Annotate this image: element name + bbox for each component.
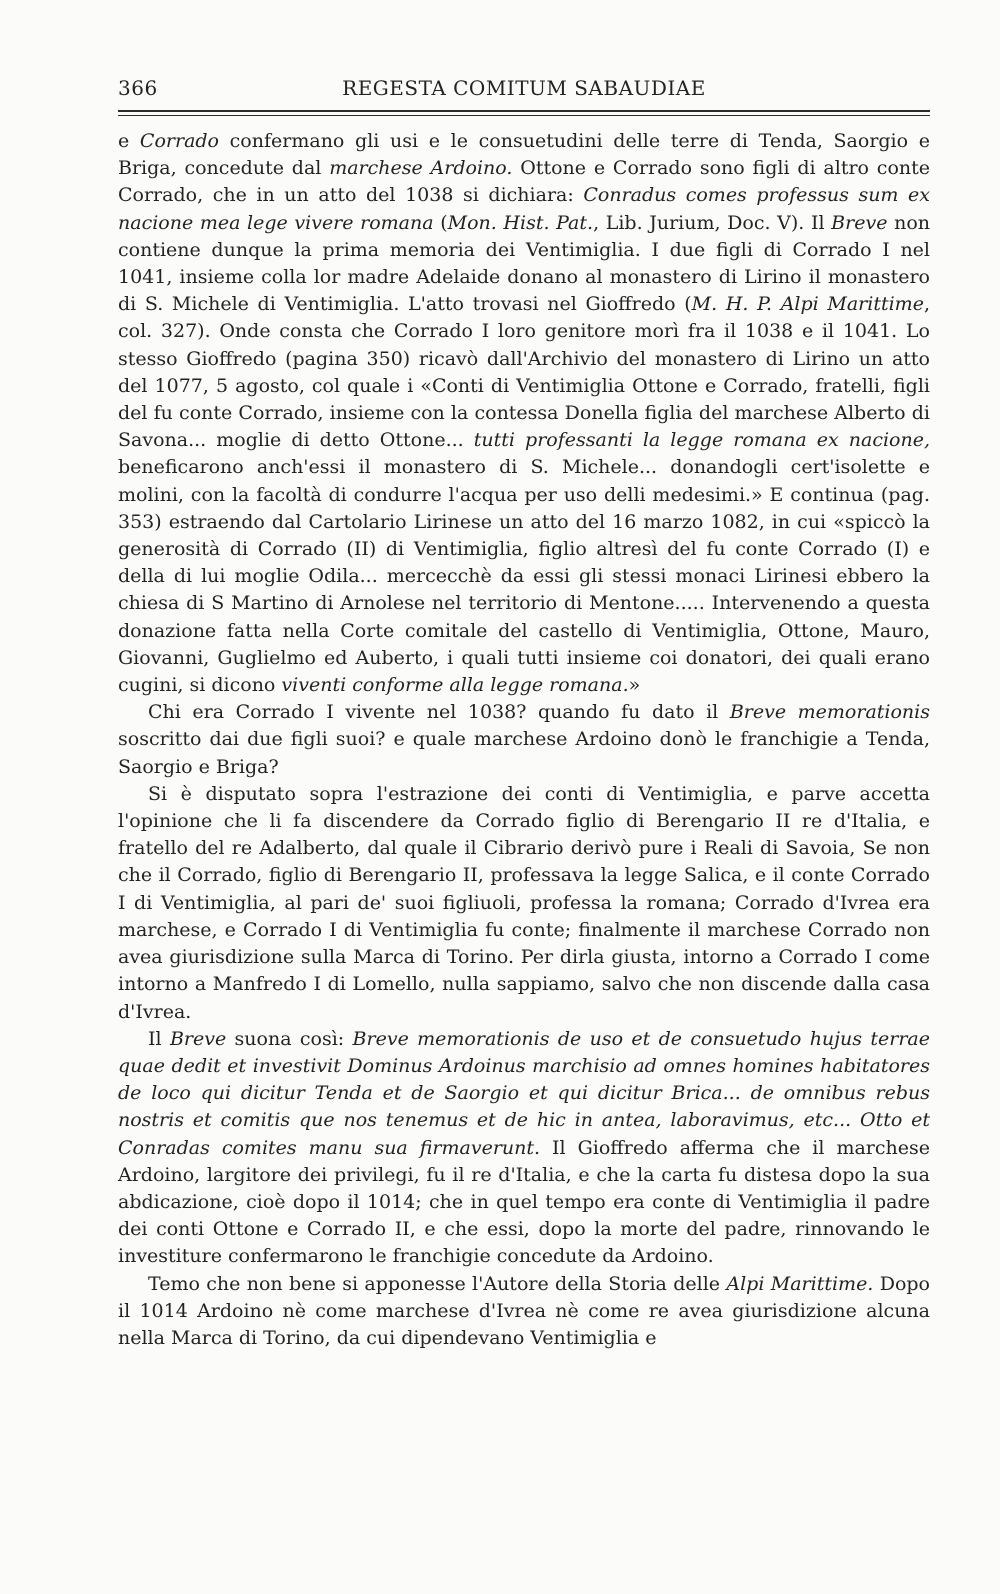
- text-run: Ottone e Corrado sono figli di altro conte Corrado, che in un atto del 1038 si dichiara:: [118, 157, 930, 207]
- text-run: , col. 327). Onde consta che Corrado I loro genitore morì fra il 1038 e il 1041. Lo stesso Gioffredo (pagina 350) ricavò dall'Archivio del monastero di Lirino un atto del 1077, 5 agosto, col quale i «Conti di Ventimiglia Ottone e Corrado, fratelli, figli del fu conte Corrado, insieme con la contessa Donella figlia del marchese Alberto di Savona... moglie di detto Ottone...: [118, 293, 930, 452]
- text-run: , Lib. Jurium, Doc. V). Il: [593, 211, 832, 234]
- text-run: (: [433, 211, 448, 234]
- text-run: e: [118, 130, 140, 152]
- text-run: beneficarono anch'essi il monastero di S. Michele... donandogli cert'isolette e molini, con la facoltà di condurre l'acqua per uso delli medesimi.» E continua (pag. 353) estraendo dal Cartolario Lirinese un atto del 16 marzo 1082, in cui «spiccò la generosità di Corrado (II) di Ventimiglia, figlio altresì del fu conte Corrado (I) e della di lui moglie Odila... mercecchè da essi gli stessi monaci Lirinesi ebbero la chiesa di S Martino di Arnolese nel territorio di Mentone..... Intervenendo a questa donazione fatta nella Corte comitale del castello di Ventimiglia, Ottone, Mauro, Giovanni, Guglielmo ed Auberto, i quali tutti insieme coi donatori, dei quali erano cugini, si dicono: [118, 456, 930, 697]
- running-title: REGESTA COMITUM SABAUDIAE: [342, 76, 706, 100]
- italic-run: tutti professanti la legge romana ex nacione,: [473, 429, 931, 452]
- italic-run: Breve: [831, 211, 888, 234]
- italic-run: marchese Ardoino.: [329, 157, 513, 180]
- page-number: 366: [118, 76, 158, 100]
- italic-run: Breve: [169, 1027, 227, 1050]
- text-run: suona così:: [226, 1027, 353, 1050]
- italic-run: Mon. Hist. Pat.: [447, 211, 594, 234]
- italic-run: Breve memorationis de uso et de consuetudo hujus terrae quae dedit et investivit Dominus Ardoinus marchisio ad omnes homines habitatores de loco qui dicitur Tenda et de Saorgio et qui dicitur Brica... de omnibus rebus nostris et comitis que nos tenemus et de hic in antea, laboravimus, etc... Otto et Conradas comites manu sua firmaverunt.: [118, 1027, 930, 1159]
- italic-run: viventi conforme alla legge romana.: [281, 674, 629, 697]
- paragraph: [118, 128, 930, 699]
- running-head: [118, 70, 930, 104]
- italic-run: Alpi Marittime.: [726, 1272, 874, 1295]
- italic-run: Breve memorationis: [729, 701, 930, 724]
- italic-run: M. H. P. Alpi Marittime: [691, 293, 924, 316]
- italic-run: Conradus comes professus sum ex nacione mea lege vivere romana: [118, 184, 930, 234]
- paragraph: [118, 699, 930, 781]
- header-rule-thin: [118, 115, 930, 116]
- text-run: Il Gioffredo afferma che il marchese Ardoino, largitore dei privilegi, fu il re d'Italia, e che la carta fu distesa dopo la sua abdicazione, cioè dopo il 1014; che in quel tempo era conte di Ventimiglia il padre dei conti Ottone e Corrado II, e che essi, dopo la morte del padre, rinnovando le investiture confermarono le franchigie concedute da Ardoino.: [118, 1136, 930, 1268]
- italic-run: Corrado: [139, 130, 219, 152]
- text-run: Chi era Corrado I vivente nel 1038? quando fu dato il: [148, 701, 730, 724]
- page: [118, 70, 930, 1352]
- header-rule-thick: [118, 110, 930, 112]
- paragraph: [118, 1026, 930, 1271]
- paragraph: [118, 1271, 930, 1353]
- body-text: [118, 128, 930, 1352]
- text-run: Si è disputato sopra l'estrazione dei conti di Ventimiglia, e parve accetta l'opinione che li fa discendere da Corrado figlio di Berengario II re d'Italia, e fratello del re Adalberto, dal quale il Cibrario derivò pure i Reali di Savoia, Se non che il Corrado, figlio di Berengario II, professava la legge Salica, e il conte Corrado I di Ventimiglia, al pari de' suoi figliuoli, professa la romana; Corrado d'Ivrea era marchese, e Corrado I di Ventimiglia fu conte; finalmente il marchese Corrado non avea giurisdizione sulla Marca di Torino. Per dirla giusta, intorno a Corrado I come intorno a Manfredo I di Lomello, nulla sappiamo, salvo che non discende dalla casa d'Ivrea.: [118, 782, 930, 1023]
- text-run: confermano gli usi e le consuetudini delle terre di Tenda, Saorgio e Briga, concedute dal: [118, 130, 930, 180]
- text-run: Temo che non bene si apponesse l'Autore della Storia delle: [148, 1272, 727, 1295]
- text-run: »: [628, 674, 641, 697]
- text-run: Il: [148, 1027, 170, 1050]
- text-run: soscritto dai due figli suoi? e quale marchese Ardoino donò le franchigie a Tenda, Saorgio e Briga?: [118, 728, 930, 778]
- paragraph: [118, 781, 930, 1026]
- text-run: Dopo il 1014 Ardoino nè come marchese d'Ivrea nè come re avea giurisdizione alcuna nella Marca di Torino, da cui dipendevano Ventimiglia e: [118, 1272, 930, 1349]
- text-run: non contiene dunque la prima memoria dei Ventimiglia. I due figli di Corrado I nel 1041, insieme colla lor madre Adelaide donano al monastero di Lirino il monastero di S. Michele di Ventimiglia. L'atto trovasi nel Gioffredo (: [118, 211, 930, 316]
